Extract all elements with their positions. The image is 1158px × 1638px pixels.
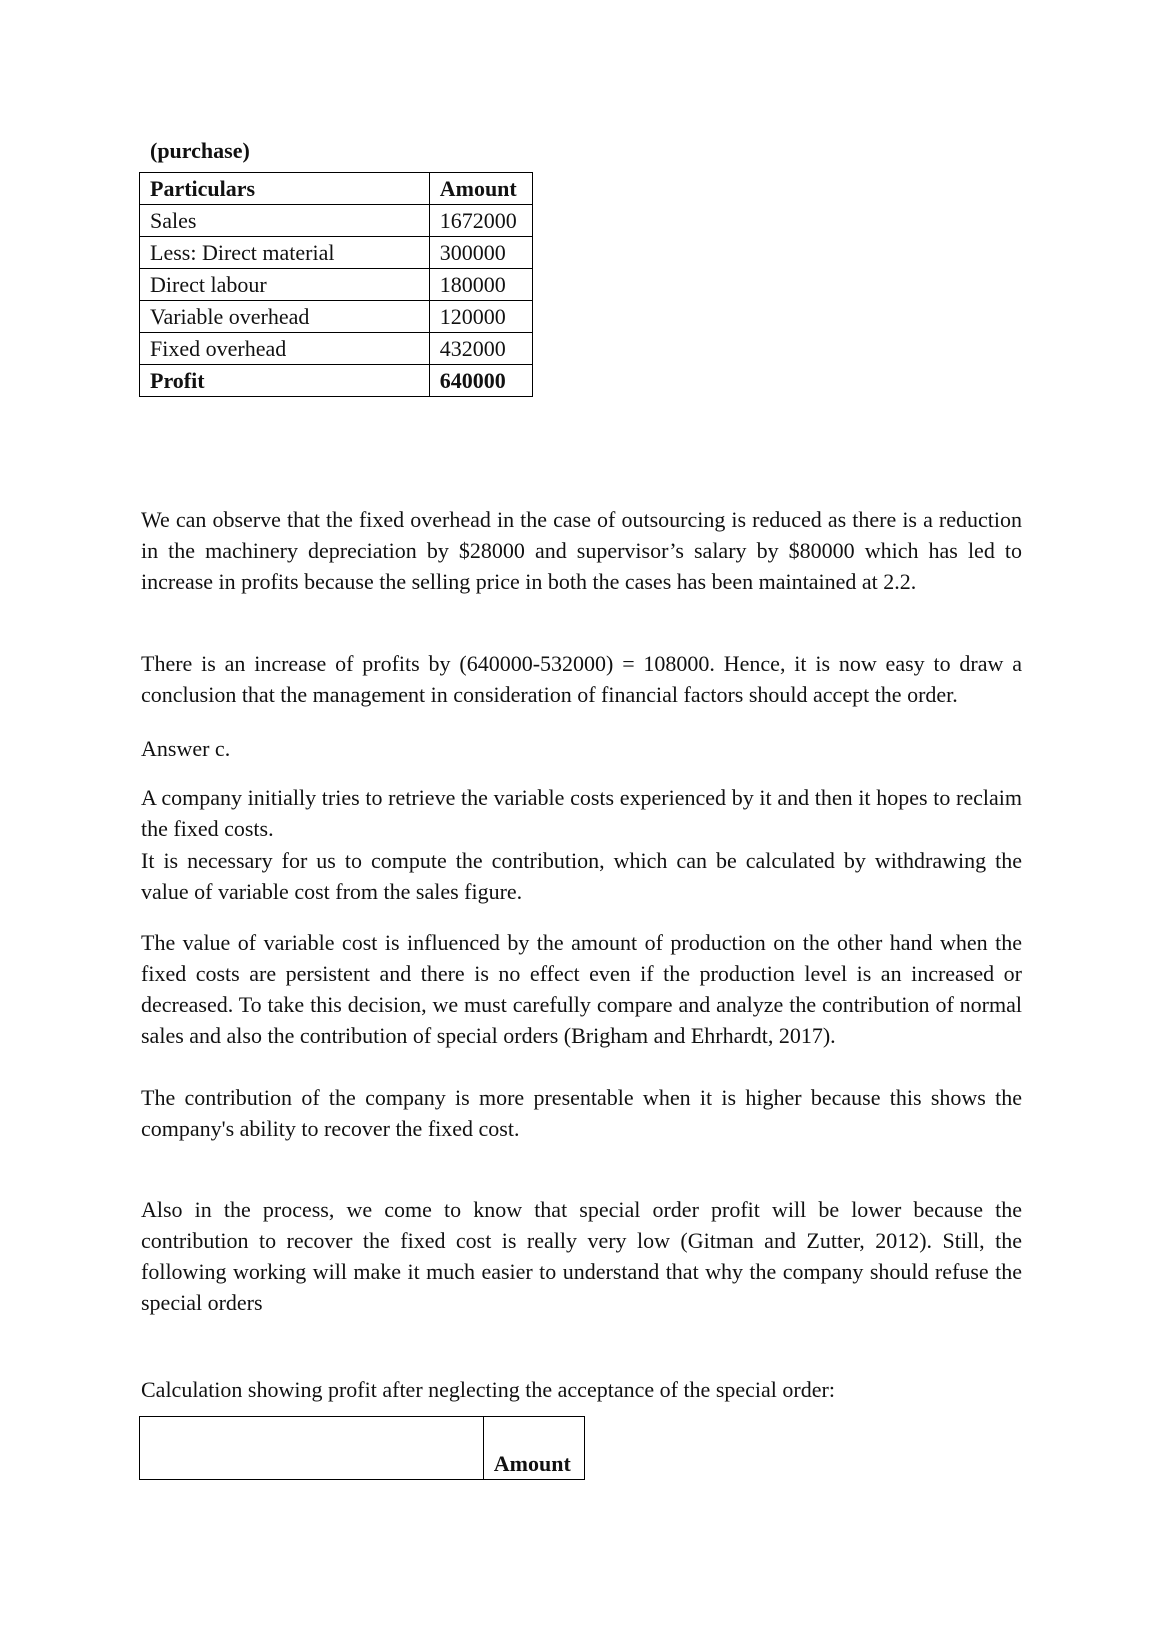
- header-particulars: Particulars: [140, 173, 430, 205]
- table-total-row: [140, 365, 533, 397]
- row-label: Direct labour: [140, 269, 430, 301]
- paragraph-fixed-overhead: We can observe that the fixed overhead in the case of outsourcing is reduced as there is a reduction in the machinery depreciation by $28000 and supervisor’s salary by $80000 which has led to increase in profits because the selling price in both the cases has been maintained at 2.2.: [141, 507, 1022, 594]
- special-order-table: [139, 1416, 585, 1480]
- row-label: Variable overhead: [140, 301, 430, 333]
- row-amount: 300000: [429, 237, 532, 269]
- paragraph-profit-increase: There is an increase of profits by (640000-532000) = 108000. Hence, it is now easy to draw a conclusion that the management in consideration of financial factors should accept the order.: [141, 651, 1022, 707]
- table-header-row: [140, 1417, 585, 1480]
- total-amount: 640000: [429, 365, 532, 397]
- row-amount: 120000: [429, 301, 532, 333]
- paragraph-variable-cost-influence: The value of variable cost is influenced by the amount of production on the other hand when the fixed costs are persistent and there is no effect even if the production level is an increased or decreased. To take this decision, we must carefully compare and analyze the contribution of normal sales and also the contribution of special orders (Brigham and Ehrhardt, 2017).: [141, 930, 1022, 1048]
- row-label: Less: Direct material: [140, 237, 430, 269]
- header-amount: Amount: [429, 173, 532, 205]
- paragraph-answer-heading: Answer c.: [141, 736, 231, 761]
- table-row: [140, 237, 533, 269]
- row-amount: 432000: [429, 333, 532, 365]
- header-amount: Amount: [483, 1417, 584, 1480]
- table-row: [140, 301, 533, 333]
- row-amount: 180000: [429, 269, 532, 301]
- table-row: [140, 205, 533, 237]
- header-particulars: [140, 1417, 484, 1480]
- paragraph-contribution: It is necessary for us to compute the contribution, which can be calculated by withdrawing the value of variable cost from the sales figure.: [141, 848, 1022, 904]
- row-amount: 1672000: [429, 205, 532, 237]
- table-caption: (purchase): [150, 138, 250, 163]
- paragraph-variable-costs: A company initially tries to retrieve the variable costs experienced by it and then it hopes to reclaim the fixed costs.: [141, 785, 1022, 841]
- row-label: Fixed overhead: [140, 333, 430, 365]
- table-header-row: [140, 173, 533, 205]
- paragraph-special-order: Also in the process, we come to know that special order profit will be lower because the contribution to recover the fixed cost is really very low (Gitman and Zutter, 2012). Still, the following working will make it much easier to understand that why the company should refuse the special orders: [141, 1197, 1022, 1315]
- table-row: [140, 333, 533, 365]
- purchase-profit-table: [139, 172, 533, 397]
- paragraph-contribution-presentable: The contribution of the company is more presentable when it is higher because this shows the company's ability to recover the fixed cost.: [141, 1085, 1022, 1141]
- total-label: Profit: [140, 365, 430, 397]
- row-label: Sales: [140, 205, 430, 237]
- paragraph-calculation-heading: Calculation showing profit after neglecting the acceptance of the special order:: [141, 1377, 835, 1402]
- table-row: [140, 269, 533, 301]
